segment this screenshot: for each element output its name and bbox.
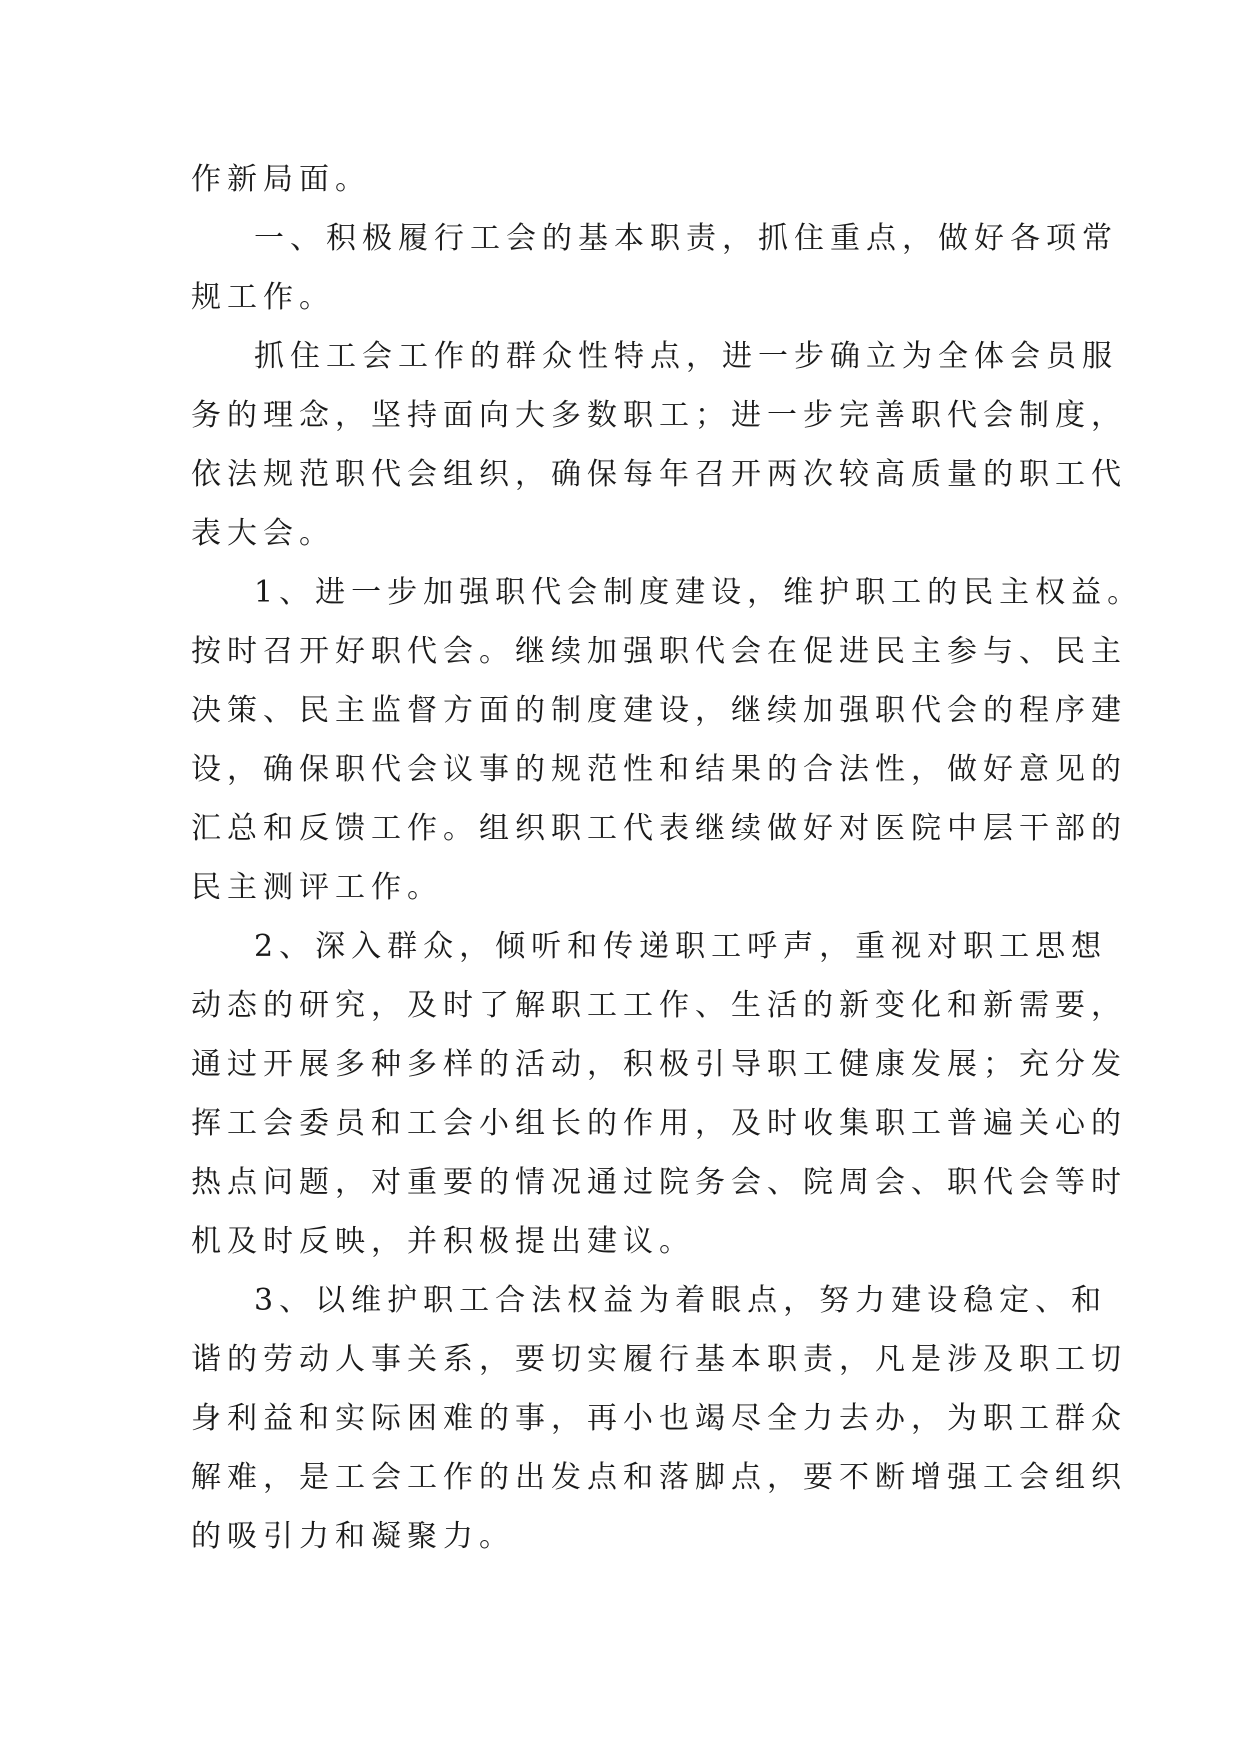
body-text: [191, 150, 1144, 1566]
text-line: 作新局面。: [191, 162, 371, 197]
text-line: 表大会。: [191, 516, 335, 551]
text-line: 规工作。: [191, 280, 335, 315]
text-line: 通过开展多种多样的活动，积极引导职工健康发展；充分发: [191, 1047, 1127, 1082]
text-line: 民主测评工作。: [191, 870, 443, 905]
text-line: 动态的研究，及时了解职工工作、生活的新变化和新需要，: [191, 988, 1127, 1023]
text-line: 的吸引力和凝聚力。: [191, 1519, 515, 1554]
item-1-start: 1、进一步加强职代会制度建设，维护职工的民主权益。: [254, 575, 1144, 610]
section-heading-1: 一、积极履行工会的基本职责，抓住重点，做好各项常: [254, 221, 1118, 256]
text-line: 设，确保职代会议事的规范性和结果的合法性，做好意见的: [191, 752, 1127, 787]
item-2-start: 2、深入群众，倾听和传递职工呼声，重视对职工思想: [254, 929, 1108, 964]
text-line: 身利益和实际困难的事，再小也竭尽全力去办，为职工群众: [191, 1401, 1127, 1436]
paragraph-start: 抓住工会工作的群众性特点，进一步确立为全体会员服: [254, 339, 1118, 374]
item-3-start: 3、以维护职工合法权益为着眼点，努力建设稳定、和: [254, 1283, 1108, 1318]
text-line: 务的理念，坚持面向大多数职工；进一步完善职代会制度，: [191, 398, 1127, 433]
text-line: 谐的劳动人事关系，要切实履行基本职责，凡是涉及职工切: [191, 1342, 1127, 1377]
text-line: 热点问题，对重要的情况通过院务会、院周会、职代会等时: [191, 1165, 1127, 1200]
text-line: 汇总和反馈工作。组织职工代表继续做好对医院中层干部的: [191, 811, 1127, 846]
text-line: 决策、民主监督方面的制度建设，继续加强职代会的程序建: [191, 693, 1127, 728]
text-line: 机及时反映，并积极提出建议。: [191, 1224, 695, 1259]
text-line: 依法规范职代会组织，确保每年召开两次较高质量的职工代: [191, 457, 1127, 492]
text-line: 解难，是工会工作的出发点和落脚点，要不断增强工会组织: [191, 1460, 1127, 1495]
text-line: 按时召开好职代会。继续加强职代会在促进民主参与、民主: [191, 634, 1127, 669]
text-line: 挥工会委员和工会小组长的作用，及时收集职工普遍关心的: [191, 1106, 1127, 1141]
